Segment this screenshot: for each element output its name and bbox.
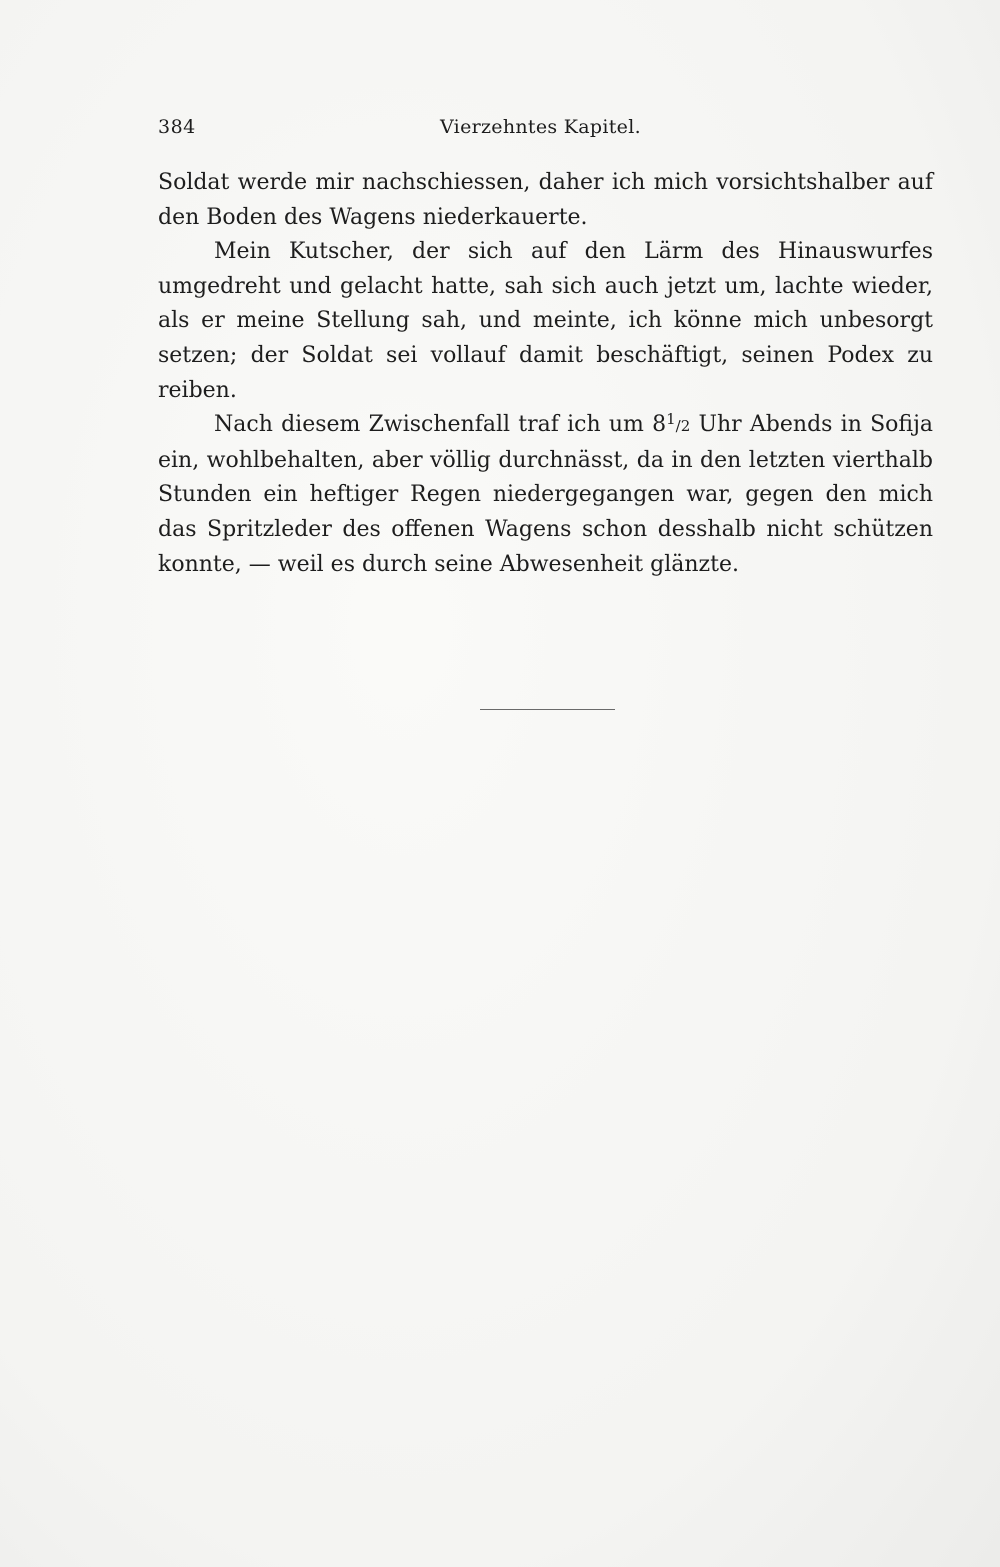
fraction-half: 1/2 (666, 410, 691, 436)
paragraph-2: Mein Kutscher, der sich auf den Lärm des Hinauswurfes umgedreht und gelacht hatte, sah sich auch jetzt um, lachte wieder, als er meine Stellung sah, und meinte, ich könne mich unbesorgt setzen; der Soldat sei vollauf damit beschäftigt, seinen Podex zu reiben. (158, 239, 933, 403)
page-number: 384 (158, 116, 196, 138)
page-header (158, 116, 933, 146)
running-head: Vierzehntes Kapitel. (440, 116, 641, 138)
page-body (158, 166, 933, 582)
paragraph-3-text-after: Uhr Abends in Sofija ein, wohlbehalten, aber völlig durchnässt, da in den letzten vierthalb Stunden ein heftiger Regen niedergegangen war, gegen den mich das Spritzleder des offenen Wagens schon desshalb nicht schützen konnte, — weil es durch seine Abwesenheit glänzte. (158, 412, 934, 577)
fraction-numerator: 1 (666, 410, 676, 429)
paragraph-3-text-before: Nach diesem Zwischenfall traf ich um 8 (214, 412, 667, 438)
paragraph-1: Soldat werde mir nachschiessen, daher ich mich vorsichtshalber auf den Boden des Wagens niederkauerte. (158, 170, 933, 230)
section-end-rule (480, 709, 615, 710)
paragraph-3 (158, 408, 933, 582)
fraction-denominator: 2 (680, 417, 691, 436)
